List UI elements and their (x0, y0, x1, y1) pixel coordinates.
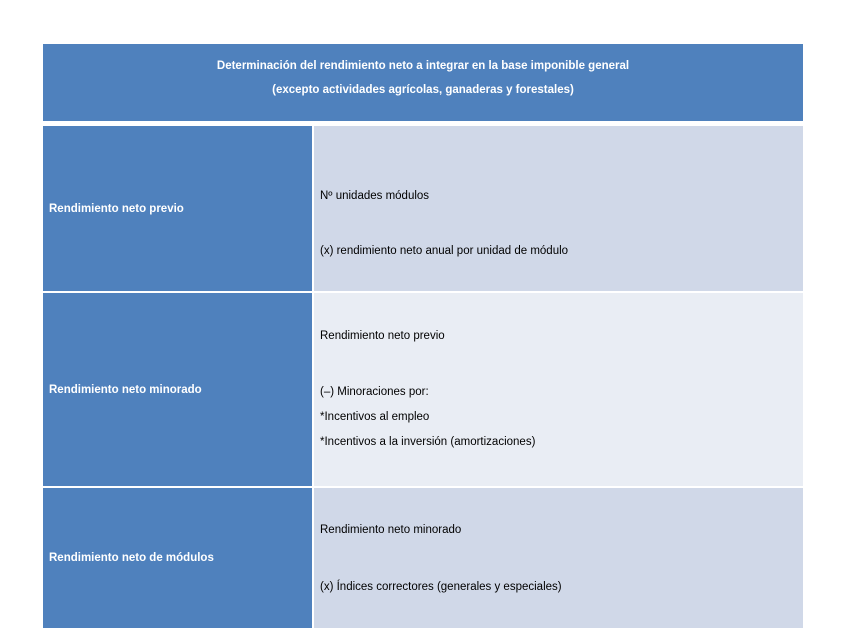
row-content (314, 126, 803, 291)
row-label: Rendimiento neto de módulos (43, 488, 314, 628)
content-line: (x) Índices correctores (generales y especiales) (320, 581, 562, 593)
table-row (43, 291, 803, 486)
content-line: *Incentivos al empleo (320, 411, 430, 423)
rendimiento-table (43, 44, 803, 628)
content-line: Rendimiento neto minorado (320, 524, 462, 536)
content-line: *Incentivos a la inversión (amortizaciones) (320, 436, 536, 448)
row-content (314, 488, 803, 628)
table-row (43, 124, 803, 291)
header-title: Determinación del rendimiento neto a integrar en la base imponible general (216, 60, 630, 72)
header-subtitle: (excepto actividades agrícolas, ganaderas y forestales) (272, 84, 574, 96)
content-line: (–) Minoraciones por: (320, 386, 429, 398)
content-line: (x) rendimiento neto anual por unidad de módulo (320, 245, 569, 257)
content-line: Nº unidades módulos (320, 190, 430, 202)
content-line: Rendimiento neto previo (320, 330, 445, 342)
row-content (314, 293, 803, 486)
row-label: Rendimiento neto minorado (43, 293, 314, 486)
table-row (43, 486, 803, 628)
table-header (43, 44, 803, 124)
row-label: Rendimiento neto previo (43, 126, 314, 291)
